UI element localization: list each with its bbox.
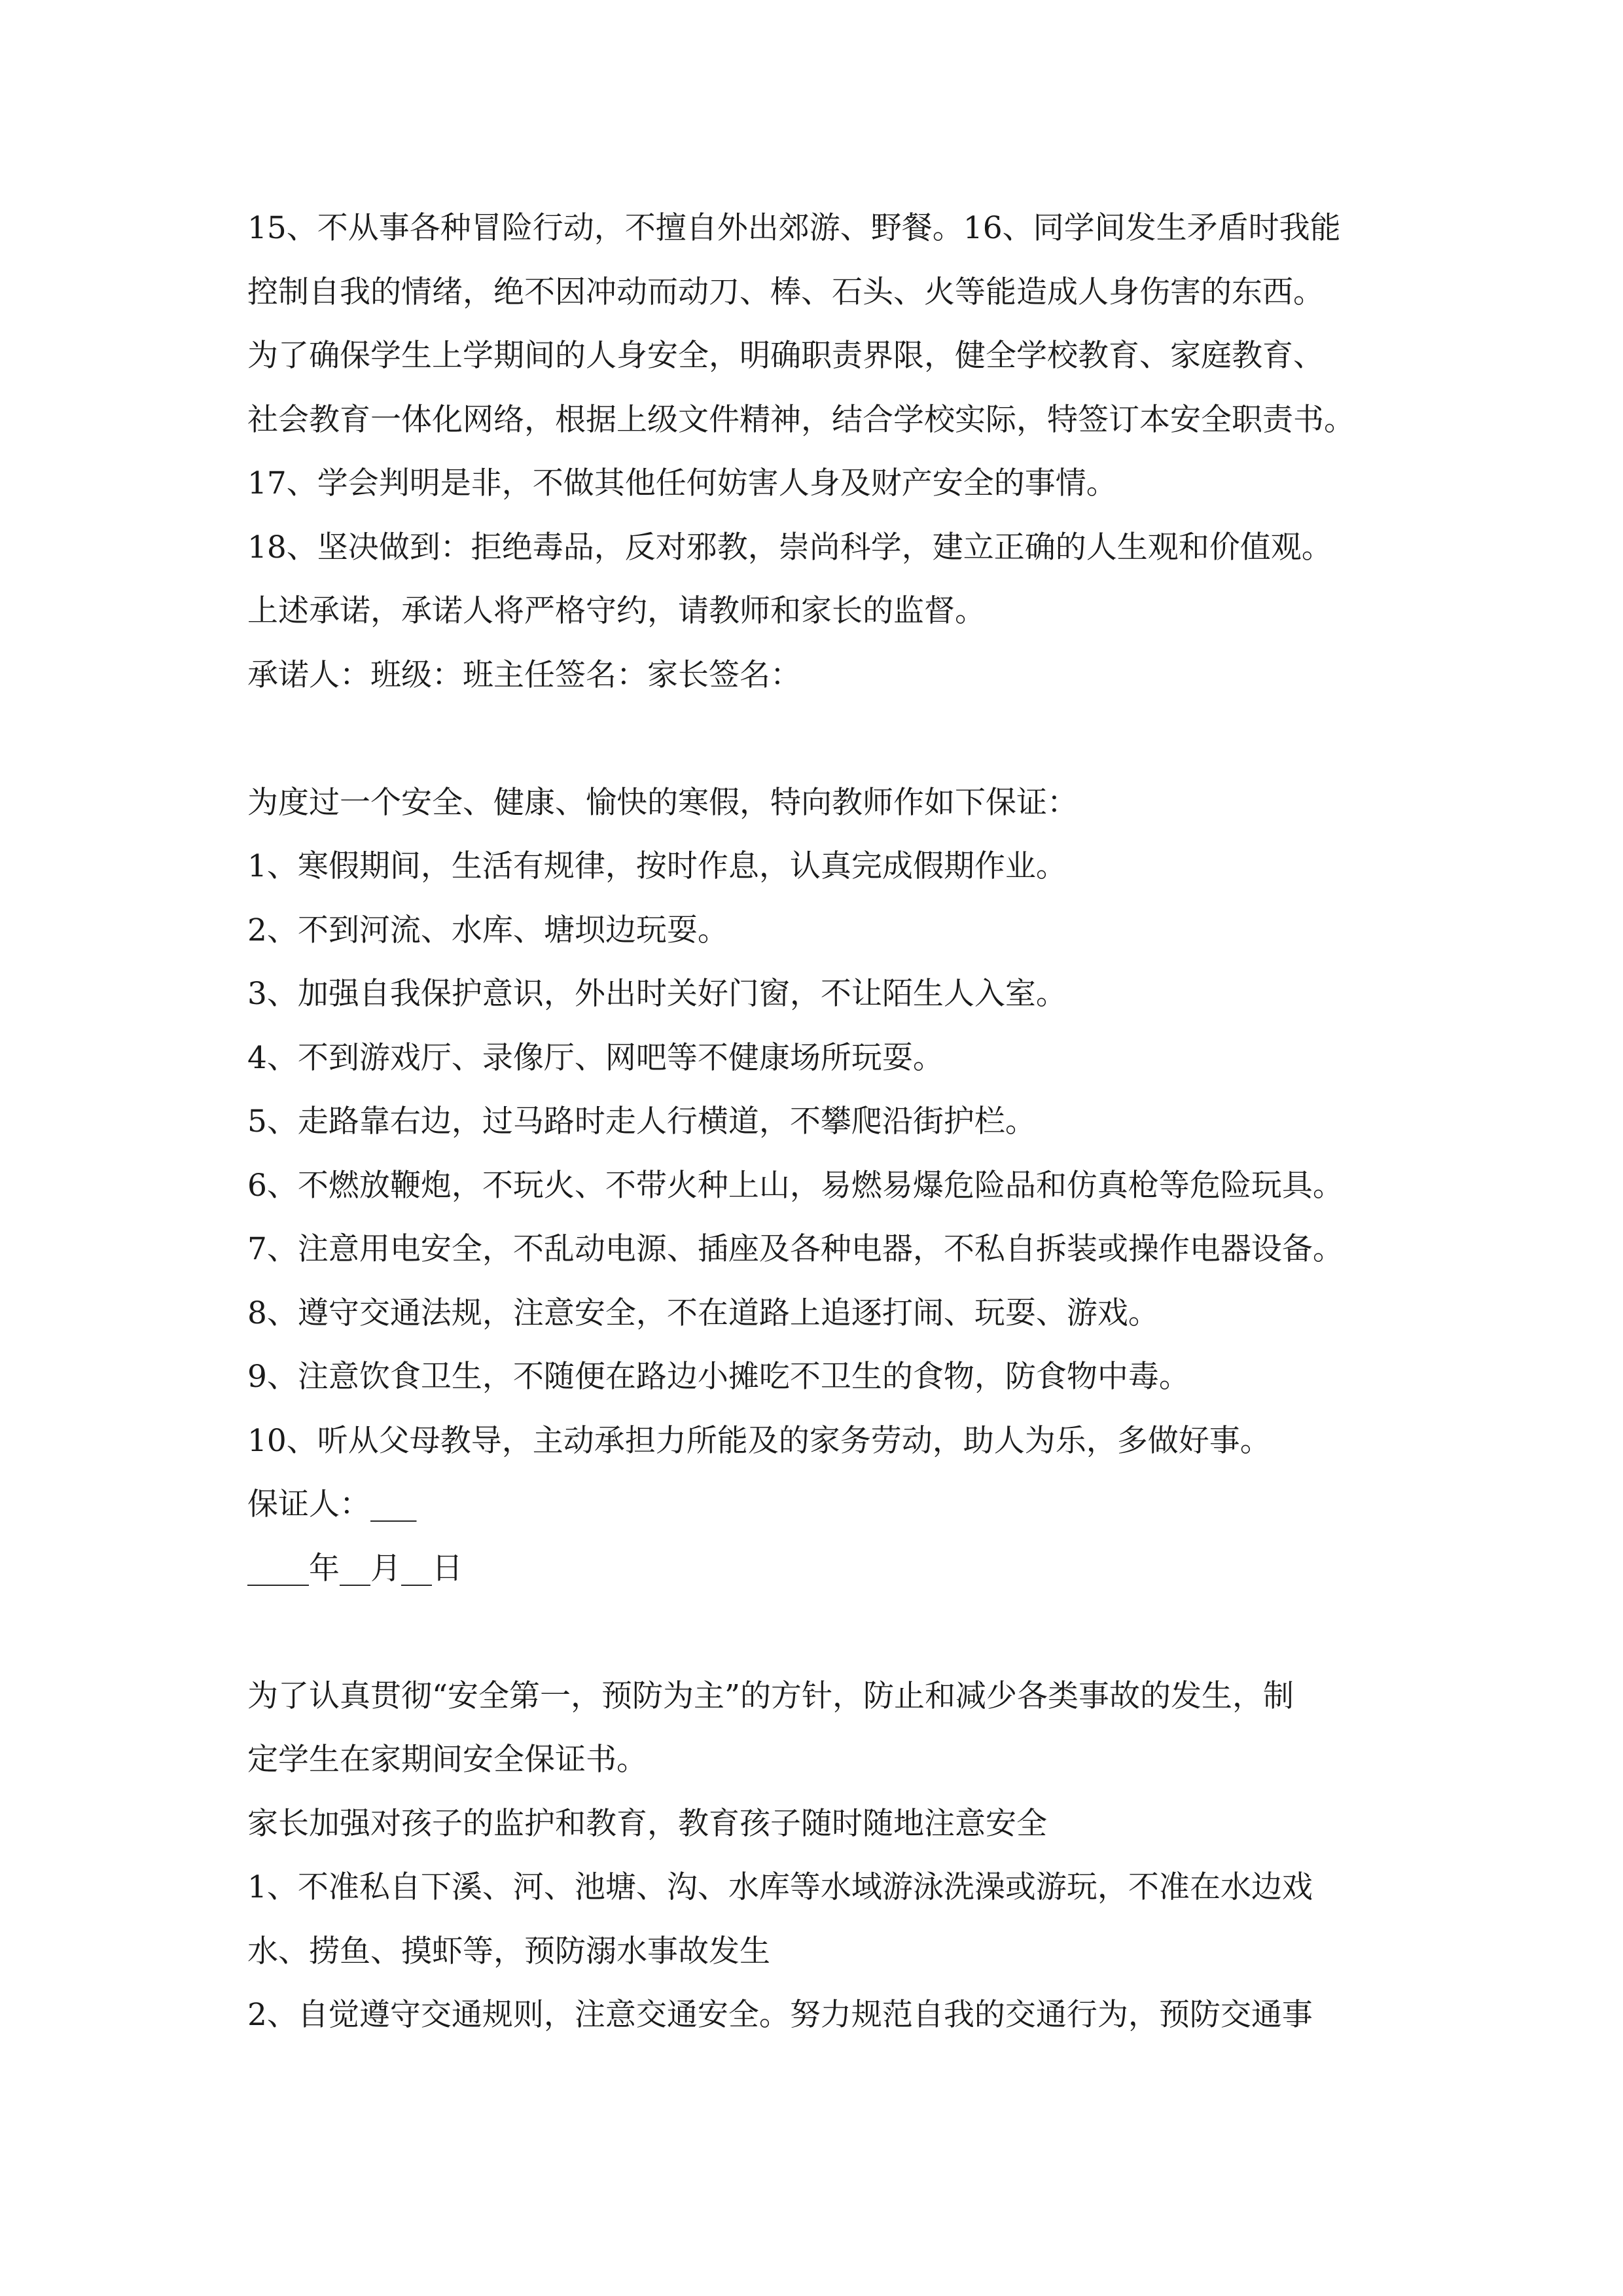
list-item: 3、加强自我保护意识，外出时关好门窗，不让陌生人入室。 [247, 976, 1067, 1012]
paragraph-line: 控制自我的情绪，绝不因冲动而动刀、棒、石头、火等能造成人身伤害的东西。 [247, 274, 1324, 310]
list-item: 1、不准私自下溪、河、池塘、沟、水库等水域游泳洗澡或游玩，不准在水边戏 [247, 1869, 1313, 1905]
paragraph-line: 定学生在家期间安全保证书。 [247, 1742, 647, 1778]
paragraph-line: 15、不从事各种冒险行动，不擅自外出郊游、野餐。16、同学间发生矛盾时我能 [247, 210, 1341, 246]
list-item: 水、捞鱼、摸虾等，预防溺水事故发生 [247, 1933, 770, 1969]
date-line: ____年__月__日 [247, 1550, 463, 1587]
list-item: 8、遵守交通法规，注意安全，不在道路上追逐打闹、玩耍、游戏。 [247, 1295, 1159, 1331]
section-winter-break-guarantee [247, 771, 1399, 1601]
paragraph-line: 社会教育一体化网络，根据上级文件精神，结合学校实际，特签订本安全职责书。 [247, 401, 1355, 438]
list-item: 2、不到河流、水库、塘坝边玩耍。 [247, 912, 728, 948]
section-home-safety-guarantee [247, 1664, 1399, 2047]
paragraph-line: 上述承诺，承诺人将严格守约，请教师和家长的监督。 [247, 593, 986, 629]
list-item: 2、自觉遵守交通规则，注意交通安全。努力规范自我的交通行为，预防交通事 [247, 1997, 1313, 2033]
signature-line: 承诺人：班级：班主任签名：家长签名： [247, 656, 801, 693]
paragraph-line: 为了认真贯彻“安全第一，预防为主”的方针，防止和减少各类事故的发生，制 [247, 1677, 1294, 1714]
document-page [247, 196, 1399, 2047]
list-item: 1、寒假期间，生活有规律，按时作息，认真完成假期作业。 [247, 848, 1067, 884]
list-item: 10、听从父母教导，主动承担力所能及的家务劳动，助人为乐，多做好事。 [247, 1422, 1271, 1459]
section-intro: 为度过一个安全、健康、愉快的寒假，特向教师作如下保证： [247, 784, 1078, 821]
paragraph-line: 18、坚决做到：拒绝毒品，反对邪教，崇尚科学，建立正确的人生观和价值观。 [247, 529, 1332, 565]
list-item: 4、不到游戏厅、录像厅、网吧等不健康场所玩耍。 [247, 1039, 944, 1076]
list-item: 5、走路靠右边，过马路时走人行横道，不攀爬沿街护栏。 [247, 1103, 1036, 1139]
section-gap [247, 707, 1399, 771]
paragraph-line: 为了确保学生上学期间的人身安全，明确职责界限，健全学校教育、家庭教育、 [247, 338, 1324, 374]
section-pledge-continuation [247, 196, 1399, 707]
guarantor-line: 保证人：___ [247, 1486, 417, 1522]
paragraph-line: 家长加强对孩子的监护和教育，教育孩子随时随地注意安全 [247, 1805, 1047, 1842]
section-gap [247, 1600, 1399, 1664]
list-item: 9、注意饮食卫生，不随便在路边小摊吃不卫生的食物，防食物中毒。 [247, 1359, 1190, 1395]
list-item: 7、注意用电安全，不乱动电源、插座及各种电器，不私自拆装或操作电器设备。 [247, 1231, 1344, 1267]
list-item: 6、不燃放鞭炮，不玩火、不带火种上山，易燃易爆危险品和仿真枪等危险玩具。 [247, 1167, 1344, 1204]
paragraph-line: 17、学会判明是非，不做其他任何妨害人身及财产安全的事情。 [247, 465, 1117, 501]
